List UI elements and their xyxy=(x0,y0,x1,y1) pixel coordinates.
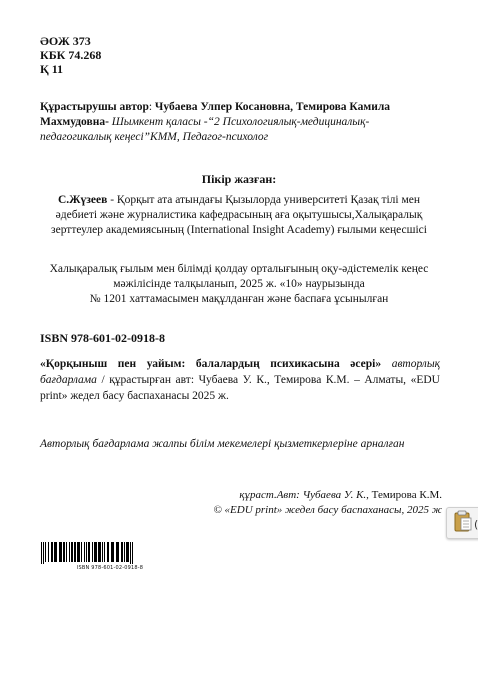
barcode-bar xyxy=(130,542,131,564)
barcode-bar xyxy=(41,542,42,564)
approval-line-1: Халықаралық ғылым мен білімді қолдау орталығының оқу-әдістемелік кеңес мәжілісінде талқыланып, 2025 ж. «10» наурызында xyxy=(49,263,429,290)
barcode-bars xyxy=(40,542,180,564)
barcode-bar xyxy=(84,542,85,562)
citation-block xyxy=(40,356,440,404)
citation-type: авторлық бағдарлама xyxy=(40,358,440,386)
reviewer-details: - Қорқыт ата атындағы Қызылорда университеті Қазақ тілі мен әдебиеті және журналистика кафедрасының аға оқытушысы,Халықаралық зерттеулер академиясының (International Insight Academy) ғылыми кеңесшісі xyxy=(51,194,427,236)
copyright-footer xyxy=(213,488,442,518)
compiler-block xyxy=(40,100,430,145)
approval-line-2: № 1201 хаттамасымен мақұлданған және баспаға ұсынылған xyxy=(89,293,389,305)
barcode-bar xyxy=(98,542,101,562)
barcode-bar xyxy=(126,542,129,562)
svg-text:(: ( xyxy=(474,518,478,531)
barcode-caption: ISBN 978-601-02-0918-8 xyxy=(76,565,144,571)
reviewer-heading: Пікір жазған: xyxy=(201,172,277,186)
barcode-bar xyxy=(48,542,49,562)
barcode xyxy=(40,542,180,571)
isbn-number: ISBN 978-601-02-0918-8 xyxy=(40,331,165,345)
barcode-bar xyxy=(88,542,90,562)
bbk-code: КБК 74.268 xyxy=(40,48,102,62)
author-mark: Қ 11 xyxy=(40,62,64,76)
audience-note: Авторлық бағдарлама жалпы білім мекемелері қызметкерлеріне арналған xyxy=(40,438,405,450)
barcode-bar xyxy=(81,542,82,562)
barcode-bar xyxy=(59,542,62,562)
barcode-bar xyxy=(92,542,93,562)
clipboard-paste-icon xyxy=(447,508,478,538)
footer-author-suffix: Темирова К.М. xyxy=(371,489,442,501)
barcode-bar xyxy=(77,542,80,562)
barcode-bar xyxy=(107,542,109,562)
udc-code: ӘОЖ 373 xyxy=(40,34,91,48)
citation-title: «Қорқыныш пен уайым: балалардың психикасына әсері» xyxy=(40,358,382,370)
barcode-bar xyxy=(121,542,123,562)
reviewer-name: С.Жүзеев xyxy=(57,194,108,206)
barcode-bar xyxy=(54,542,57,562)
barcode-bar xyxy=(111,542,114,562)
reviewer-block xyxy=(40,193,438,238)
approval-block xyxy=(40,262,438,307)
barcode-bar xyxy=(66,542,67,562)
barcode-bar xyxy=(43,542,44,564)
barcode-bar xyxy=(86,542,87,562)
citation-rest: / құрастырған авт: Чубаева У. К., Темирова К.М. – Алматы, «EDU print» жедел басу баспаханасы 2025 ж. xyxy=(40,374,440,402)
compiler-names: Чубаева Улпер Косановна, Темирова Камила Махмудовна- xyxy=(40,101,391,128)
barcode-bar xyxy=(69,542,70,562)
compiler-colon: : xyxy=(148,101,155,113)
barcode-bar xyxy=(104,542,105,562)
barcode-bar xyxy=(102,542,103,562)
footer-line-1 xyxy=(213,488,442,503)
barcode-bar xyxy=(45,542,46,562)
barcode-bar xyxy=(74,542,76,562)
barcode-bar xyxy=(94,542,97,562)
barcode-bar xyxy=(132,542,133,564)
classification-codes xyxy=(40,34,101,76)
footer-author-prefix: құраст.Авт: Чубаева У. К., xyxy=(239,489,372,501)
barcode-bar xyxy=(116,542,119,562)
barcode-bar xyxy=(124,542,125,562)
compiler-label: Құрастырушы автор xyxy=(40,101,149,113)
paste-options-button[interactable] xyxy=(446,507,478,539)
barcode-bar xyxy=(63,542,65,562)
barcode-bar xyxy=(51,542,53,562)
compiler-affiliation: Шымкент қаласы -“2 Психологиялық-медициналық-педагогикалық кеңесі”КММ, Педагог-психолог xyxy=(40,116,370,143)
barcode-bar xyxy=(71,542,73,562)
footer-line-2: © «EDU print» жедел басу баспаханасы, 2025 ж xyxy=(213,504,442,516)
